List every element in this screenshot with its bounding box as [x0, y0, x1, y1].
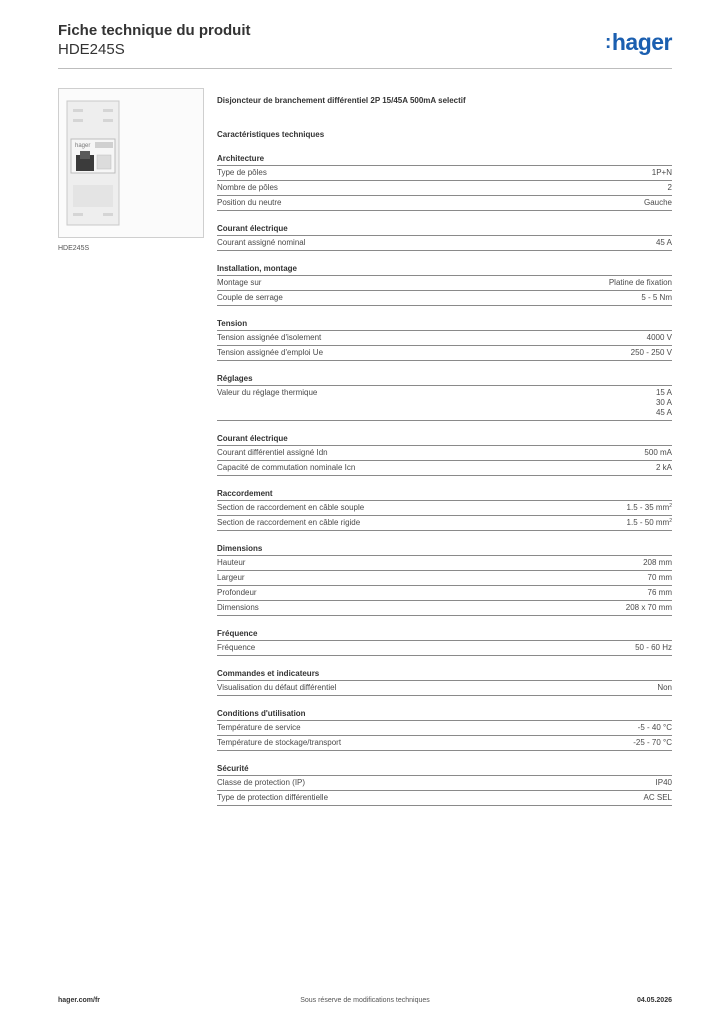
spec-label: Nombre de pôles — [217, 183, 278, 192]
spec-section — [217, 264, 672, 306]
spec-value — [668, 183, 672, 193]
spec-row — [217, 641, 672, 656]
footer-date: 04.05.2026 — [636, 997, 672, 1004]
spec-label: Visualisation du défaut différentiel — [217, 683, 337, 692]
spec-row — [217, 181, 672, 196]
spec-value-line — [609, 278, 672, 288]
spec-value-line — [641, 293, 672, 303]
spec-section — [217, 374, 672, 421]
spec-row — [217, 791, 672, 806]
section-title: Sécurité — [217, 764, 672, 776]
spec-label: Position du neutre — [217, 198, 282, 207]
spec-row — [217, 346, 672, 361]
spec-value-line — [627, 518, 672, 528]
spec-value — [648, 573, 672, 583]
section-title: Installation, montage — [217, 264, 672, 276]
spec-value-text: -5 - 40 °C — [637, 723, 672, 732]
spec-row — [217, 721, 672, 736]
section-title: Raccordement — [217, 489, 672, 501]
spec-value-line — [648, 573, 672, 583]
spec-label: Valeur du réglage thermique — [217, 388, 318, 397]
spec-value — [643, 558, 672, 568]
header-divider — [58, 68, 672, 69]
spec-section — [217, 669, 672, 696]
spec-label: Largeur — [217, 573, 245, 582]
spec-value — [638, 723, 672, 733]
spec-value-text: -25 - 70 °C — [633, 738, 672, 747]
spec-value — [657, 683, 672, 693]
spec-value — [635, 643, 672, 653]
spec-value — [647, 333, 672, 343]
spec-label: Fréquence — [217, 643, 256, 652]
product-image — [58, 88, 204, 238]
spec-row — [217, 461, 672, 476]
document-title: Fiche technique du produit — [58, 22, 251, 39]
spec-value — [609, 278, 672, 288]
spec-value-line — [668, 183, 672, 193]
spec-value-text: Platine de fixation — [608, 278, 672, 287]
spec-section — [217, 764, 672, 806]
spec-row — [217, 276, 672, 291]
spec-value-line — [627, 503, 672, 513]
spec-section — [217, 434, 672, 476]
footer-website: hager.com/fr — [58, 997, 101, 1004]
spec-value-line — [644, 198, 672, 208]
spec-value — [644, 793, 672, 803]
spec-value-text: Gauche — [643, 198, 672, 207]
image-caption: HDE245S — [58, 245, 90, 252]
spec-value-line — [626, 603, 672, 613]
spec-value-text: 4000 V — [646, 333, 672, 342]
section-title: Réglages — [217, 374, 672, 386]
spec-row — [217, 166, 672, 181]
spec-value-line — [635, 643, 672, 653]
spec-value-text: 208 mm — [643, 558, 672, 567]
spec-section — [217, 319, 672, 361]
spec-value — [626, 603, 672, 613]
spec-section — [217, 224, 672, 251]
spec-value-text: 50 - 60 Hz — [635, 643, 672, 652]
spec-section — [217, 544, 672, 616]
spec-row — [217, 236, 672, 251]
page-header — [58, 20, 672, 70]
spec-value — [656, 388, 672, 418]
spec-value — [652, 168, 672, 178]
spec-value-line — [644, 448, 672, 458]
spec-label: Montage sur — [217, 278, 262, 287]
spec-value-text: 1.5 - 50 mm — [626, 518, 670, 527]
spec-section — [217, 489, 672, 531]
spec-value — [627, 503, 672, 513]
spec-value-text: 15 A — [655, 388, 672, 397]
spec-value-text: 2 — [667, 183, 672, 192]
spec-value-line — [656, 388, 672, 398]
logo-dots-icon: : — [605, 32, 611, 53]
spec-row — [217, 386, 672, 421]
spec-value-line — [657, 683, 672, 693]
spec-label: Classe de protection (IP) — [217, 778, 306, 787]
spec-row — [217, 196, 672, 211]
spec-label: Section de raccordement en câble souple — [217, 503, 365, 512]
spec-value-text: AC SEL — [643, 793, 672, 802]
spec-value-text: 500 mA — [644, 448, 672, 457]
spec-value-line — [656, 778, 672, 788]
spec-value — [656, 778, 672, 788]
spec-value-text: 208 x 70 mm — [625, 603, 672, 612]
spec-value-text: 5 - 5 Nm — [641, 293, 672, 302]
spec-section — [217, 154, 672, 211]
spec-value — [644, 448, 672, 458]
section-title: Commandes et indicateurs — [217, 669, 672, 681]
footer-notice: Sous réserve de modifications techniques — [300, 997, 430, 1004]
spec-value — [627, 518, 672, 528]
spec-value-line — [656, 238, 672, 248]
spec-value — [631, 348, 672, 358]
spec-value-text: 250 - 250 V — [630, 348, 672, 357]
spec-value-line — [643, 558, 672, 568]
spec-value-text: 45 A — [655, 408, 672, 417]
product-description: Disjoncteur de branchement différentiel 2P 15/45A 500mA selectif — [217, 96, 466, 105]
spec-value-line — [638, 723, 672, 733]
spec-value-line — [656, 463, 672, 473]
section-title: Conditions d'utilisation — [217, 709, 672, 721]
page-footer — [58, 997, 672, 1009]
spec-value-text: 1.5 - 35 mm — [626, 503, 670, 512]
brand-logo-text: hager — [611, 29, 672, 55]
spec-value — [644, 198, 672, 208]
spec-row — [217, 501, 672, 516]
spec-value-text: 30 A — [655, 398, 672, 407]
spec-label: Tension assignée d'isolement — [217, 333, 322, 342]
spec-label: Capacité de commutation nominale Icn — [217, 463, 356, 472]
spec-value — [633, 738, 672, 748]
unit-superscript: 2 — [669, 518, 672, 524]
spec-label: Type de protection différentielle — [217, 793, 329, 802]
section-title: Architecture — [217, 154, 672, 166]
spacer — [217, 110, 672, 130]
spec-row — [217, 586, 672, 601]
spec-label: Tension assignée d'emploi Ue — [217, 348, 324, 357]
spec-value-line — [656, 408, 672, 418]
spec-label: Courant différentiel assigné Idn — [217, 448, 328, 457]
section-title: Tension — [217, 319, 672, 331]
section-title: Courant électrique — [217, 224, 672, 236]
spec-value — [648, 588, 672, 598]
section-title: Courant électrique — [217, 434, 672, 446]
spec-row — [217, 776, 672, 791]
spec-value — [656, 238, 672, 248]
spec-value-line — [631, 348, 672, 358]
section-title: Dimensions — [217, 544, 672, 556]
spec-value — [656, 463, 672, 473]
unit-superscript: 2 — [669, 503, 672, 509]
spec-value-line — [652, 168, 672, 178]
spec-value-text: 76 mm — [647, 588, 672, 597]
spec-label: Section de raccordement en câble rigide — [217, 518, 361, 527]
section-title: Fréquence — [217, 629, 672, 641]
specs-heading: Caractéristiques techniques — [217, 130, 325, 139]
spec-section — [217, 709, 672, 751]
spec-value-line — [656, 398, 672, 408]
spec-value — [641, 293, 672, 303]
spec-label: Dimensions — [217, 603, 259, 612]
spec-value-text: 70 mm — [647, 573, 672, 582]
spec-row — [217, 516, 672, 531]
brand-logo — [605, 29, 672, 56]
spec-value-text: IP40 — [655, 778, 672, 787]
spec-value-text: 45 A — [655, 238, 672, 247]
spec-label: Température de service — [217, 723, 301, 732]
spec-label: Température de stockage/transport — [217, 738, 342, 747]
circuit-breaker-icon — [65, 95, 121, 231]
spec-label: Couple de serrage — [217, 293, 283, 302]
spec-section — [217, 629, 672, 656]
product-reference: HDE245S — [58, 41, 125, 58]
spec-label: Type de pôles — [217, 168, 267, 177]
spec-row — [217, 571, 672, 586]
spec-row — [217, 556, 672, 571]
spec-value-line — [647, 333, 672, 343]
spec-label: Courant assigné nominal — [217, 238, 306, 247]
spec-value-line — [633, 738, 672, 748]
spec-row — [217, 681, 672, 696]
spec-value-line — [648, 588, 672, 598]
spec-row — [217, 736, 672, 751]
device-brand-label: hager — [75, 143, 91, 149]
spec-value-text: 2 kA — [655, 463, 672, 472]
spec-value-text: 1P+N — [651, 168, 672, 177]
spec-row — [217, 291, 672, 306]
spec-content — [217, 96, 672, 806]
spec-value-line — [644, 793, 672, 803]
spec-value-text: Non — [657, 683, 672, 692]
spec-label: Profondeur — [217, 588, 257, 597]
spec-sections — [217, 154, 672, 806]
spec-row — [217, 446, 672, 461]
spec-row — [217, 601, 672, 616]
spec-label: Hauteur — [217, 558, 246, 567]
spec-row — [217, 331, 672, 346]
